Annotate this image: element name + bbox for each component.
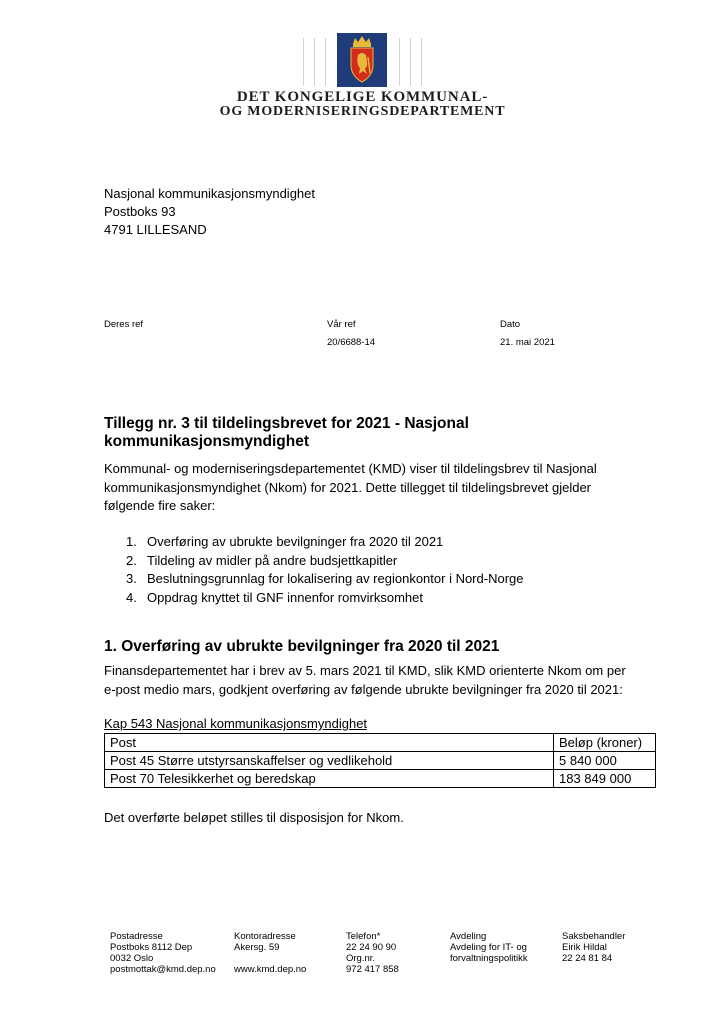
table-header-row: [105, 734, 656, 752]
section1-heading: 1. Overføring av ubrukte bevilgninger fra 2020 til 2021: [104, 638, 500, 655]
section1-line: e-post medio mars, godkjent overføring av følgende ubrukte bevilgninger fra 2020 til 2021:: [104, 681, 623, 697]
footer-text: Avdeling for IT- og: [450, 942, 527, 953]
footer-website: www.kmd.dep.no: [234, 964, 307, 975]
list-item: [126, 570, 523, 589]
footer-text: Akersg. 59: [234, 942, 280, 953]
list-item: [126, 533, 523, 552]
table-cell-amount: 183 849 000: [554, 770, 656, 788]
closing-paragraph: Det overførte beløpet stilles til disposisjon for Nkom.: [104, 810, 404, 825]
footer-text: Postboks 8112 Dep: [110, 942, 193, 953]
table-row: [105, 752, 656, 770]
footer-email: postmottak@kmd.dep.no: [110, 964, 216, 975]
footer-saksbehandler: [562, 931, 625, 964]
footer-text: forvaltningspolitikk: [450, 953, 528, 964]
date-value: 21. mai 2021: [500, 337, 555, 348]
footer-text: 0032 Oslo: [110, 953, 154, 964]
footer-kontoradresse: [234, 931, 306, 975]
footer-text: [234, 953, 306, 964]
section1-paragraph: [104, 662, 664, 699]
table-cell-post: Post 70 Telesikkerhet og beredskap: [105, 770, 554, 788]
topics-list: [126, 533, 523, 607]
intro-paragraph: [104, 460, 664, 516]
letter-title-line1: Tillegg nr. 3 til tildelingsbrevet for 2021 - Nasjonal: [104, 415, 469, 432]
table-cell-post: Post 45 Større utstyrsanskaffelser og vedlikehold: [105, 752, 554, 770]
footer-text: Kontoradresse: [234, 931, 296, 942]
recipient-city: 4791 LILLESAND: [104, 222, 207, 237]
list-item-number: 1.: [126, 534, 137, 549]
footer-text: 22 24 90 90: [346, 942, 397, 953]
footer-text: Org.nr.: [346, 953, 376, 964]
footer-text: Telefon*: [346, 931, 381, 942]
table-header-post: Post: [105, 734, 554, 752]
list-item-number: 4.: [126, 589, 137, 605]
list-item-number: 2.: [126, 552, 137, 568]
section1-line: Finansdepartementet har i brev av 5. mars 2021 til KMD, slik KMD orienterte Nkom om per: [104, 663, 626, 678]
footer-text: Avdeling: [450, 931, 487, 942]
footer-telefon: [346, 931, 399, 975]
list-item-text: Tildeling av midler på andre budsjettkapitler: [147, 552, 398, 568]
footer-text: Postadresse: [110, 931, 163, 942]
list-item-text: Oppdrag knyttet til GNF innenfor romvirksomhet: [147, 589, 423, 605]
table-header-amount: Beløp (kroner): [554, 734, 656, 752]
intro-line: Kommunal- og moderniseringsdepartementet (KMD) viser til tildelingsbrev til Nasjonal: [104, 461, 597, 476]
department-name-line1: DET KONGELIGE KOMMUNAL-: [236, 89, 489, 105]
footer-text: Saksbehandler: [562, 931, 626, 942]
footer-postadresse: [110, 931, 216, 975]
table-cell-amount: 5 840 000: [554, 752, 656, 770]
table-row: [105, 770, 656, 788]
letter-title-line2: kommunikasjonsmyndighet: [104, 433, 309, 450]
list-item-number: 3.: [126, 571, 137, 586]
recipient-name: Nasjonal kommunikasjonsmyndighet: [104, 186, 315, 201]
table-caption: Kap 543 Nasjonal kommunikasjonsmyndighet: [104, 716, 368, 731]
footer-avdeling: [450, 931, 528, 964]
list-item: [126, 589, 523, 608]
recipient-postbox: Postboks 93: [104, 204, 176, 219]
department-name-line2: OG MODERNISERINGSDEPARTEMENT: [219, 104, 506, 119]
var-ref-label: Vår ref: [327, 319, 356, 330]
letter-title: [104, 415, 574, 451]
list-item: [126, 552, 523, 571]
date-label: Dato: [500, 319, 521, 330]
allocation-table: [104, 733, 656, 788]
var-ref-value: 20/6688-14: [327, 337, 376, 348]
intro-line: kommunikasjonsmyndighet (Nkom) for 2021. Dette tillegget til tildelingsbrevet gjelder: [104, 479, 592, 495]
footer-text: 22 24 81 84: [562, 953, 613, 964]
footer-text: Eirik Hildal: [562, 942, 607, 953]
list-item-text: Beslutningsgrunnlag for lokalisering av regionkontor i Nord-Norge: [147, 571, 524, 586]
deres-ref-label: Deres ref: [104, 319, 144, 330]
intro-line: følgende fire saker:: [104, 498, 216, 513]
footer-text: 972 417 858: [346, 964, 399, 975]
coat-of-arms-logo: [337, 33, 387, 87]
list-item-text: Overføring av ubrukte bevilgninger fra 2020 til 2021: [147, 534, 444, 549]
